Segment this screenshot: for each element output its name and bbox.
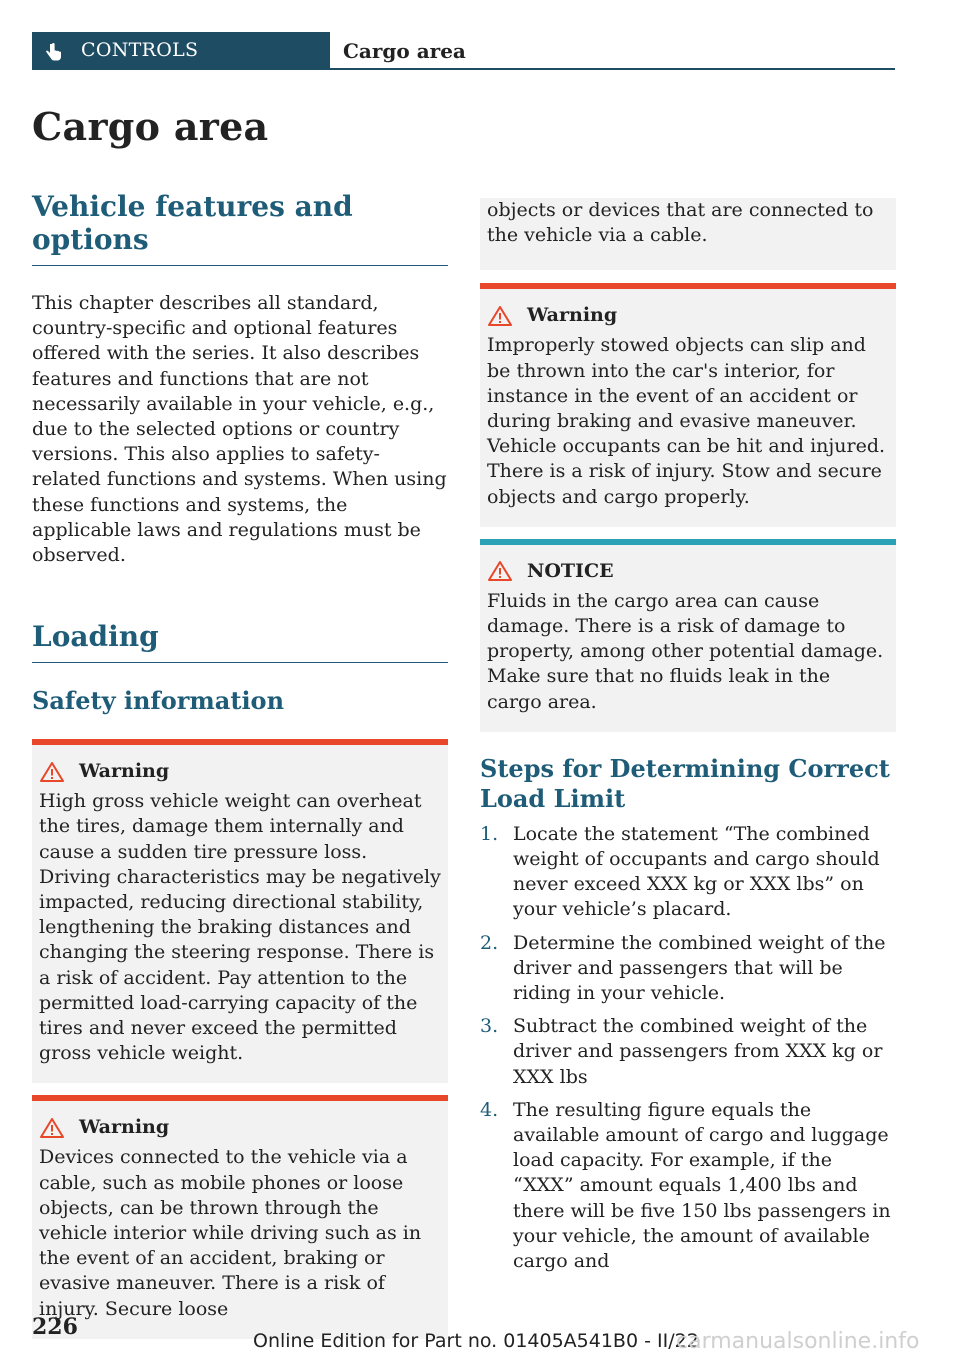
list-item <box>480 822 896 923</box>
vehicle-features-heading: Vehicle features and options <box>32 190 448 266</box>
step-number: 3. <box>480 1015 499 1038</box>
pointing-hand-icon <box>43 42 65 64</box>
notice-text: Fluids in the cargo area can cause damage. There is a risk of damage to property, among other potential damage. Make sure that no fluids leak in the cargo area. <box>487 589 884 713</box>
warning-box-continued <box>480 198 896 270</box>
load-limit-heading: Steps for Determining Correct Load Limit <box>480 753 890 813</box>
load-limit-steps <box>480 822 896 1274</box>
warning-title: Warning <box>79 1116 170 1139</box>
safety-information-heading: Safety information <box>32 686 285 716</box>
header-rule <box>330 68 895 70</box>
step-text: Subtract the combined weight of the driver and passengers from XXX kg or XXX lbs <box>513 1015 883 1088</box>
warning-text: Improperly stowed objects can slip and be thrown into the car's interior, for instance in the event of an accident or during braking and evasive maneuver. Vehicle occupants can be hit and injured. There is a risk of injury. Stow and secure objects and cargo properly. <box>487 334 886 508</box>
warning-title: Warning <box>79 760 170 783</box>
step-text: The resulting figure equals the available amount of cargo and luggage load capacity. For example, if the “XXX” amount equals 1,400 lbs and there will be five 150 lbs passengers in your vehicle, the amount of available cargo and <box>513 1098 891 1273</box>
section-label: CONTROLS <box>81 39 199 61</box>
edition-footer: Online Edition for Part no. 01405A541B0 - II/22 <box>253 1330 699 1352</box>
step-text: Determine the combined weight of the driver and passengers that will be riding in your vehicle. <box>513 931 886 1005</box>
list-item <box>480 1014 896 1090</box>
page-header <box>32 32 895 70</box>
loading-heading: Loading <box>32 620 448 663</box>
warning-text-continued: objects or devices that are connected to the vehicle via a cable. <box>487 199 874 247</box>
step-number: 1. <box>480 822 499 845</box>
header-topic: Cargo area <box>343 39 466 63</box>
step-number: 4. <box>480 1098 499 1121</box>
warning-box-connected-devices <box>32 1095 448 1338</box>
warning-box-stowed-objects <box>480 283 896 526</box>
left-column <box>32 190 448 1339</box>
notice-box-fluids <box>480 539 896 732</box>
warning-triangle-icon <box>39 1117 65 1139</box>
list-item <box>480 931 896 1007</box>
warning-title: Warning <box>527 304 618 327</box>
list-item <box>480 1098 896 1274</box>
page-title: Cargo area <box>32 104 269 149</box>
right-column <box>480 198 896 1282</box>
watermark: carmanualsonline.info <box>676 1329 920 1354</box>
step-text: Locate the statement “The combined weight of occupants and cargo should never exceed XXX kg or XXX lbs” on your vehicle’s placard. <box>513 822 880 921</box>
vehicle-features-text: This chapter describes all standard, country-specific and optional features offered with the series. It also describes features and functions that are not necessarily available in your vehicle, e.g., due to the selected options or country versions. This also applies to safety-related functions and systems. When using these functions and systems, the applicable laws and regulations must be observed. <box>32 292 447 567</box>
section-tab <box>32 32 330 70</box>
notice-title: NOTICE <box>527 559 614 582</box>
warning-text: High gross vehicle weight can overheat the tires, damage them internally and cause a sudden tire pressure loss. Driving characteristics may be negatively impacted, reducing directional stability, lengthening the braking distances and changing the steering response. There is a risk of accident. Pay attention to the permitted load-carrying capacity of the tires and never exceed the permitted gross vehicle weight. <box>39 790 441 1065</box>
notice-triangle-icon <box>487 560 513 582</box>
warning-triangle-icon <box>39 761 65 783</box>
warning-triangle-icon <box>487 305 513 327</box>
warning-box-gross-weight <box>32 739 448 1083</box>
step-number: 2. <box>480 931 499 954</box>
warning-text: Devices connected to the vehicle via a cable, such as mobile phones or loose objects, can be thrown through the vehicle interior while driving such as in the event of an accident, braking or evasive maneuver. There is a risk of injury. Secure loose <box>39 1146 422 1320</box>
page-number: 226 <box>32 1314 78 1340</box>
